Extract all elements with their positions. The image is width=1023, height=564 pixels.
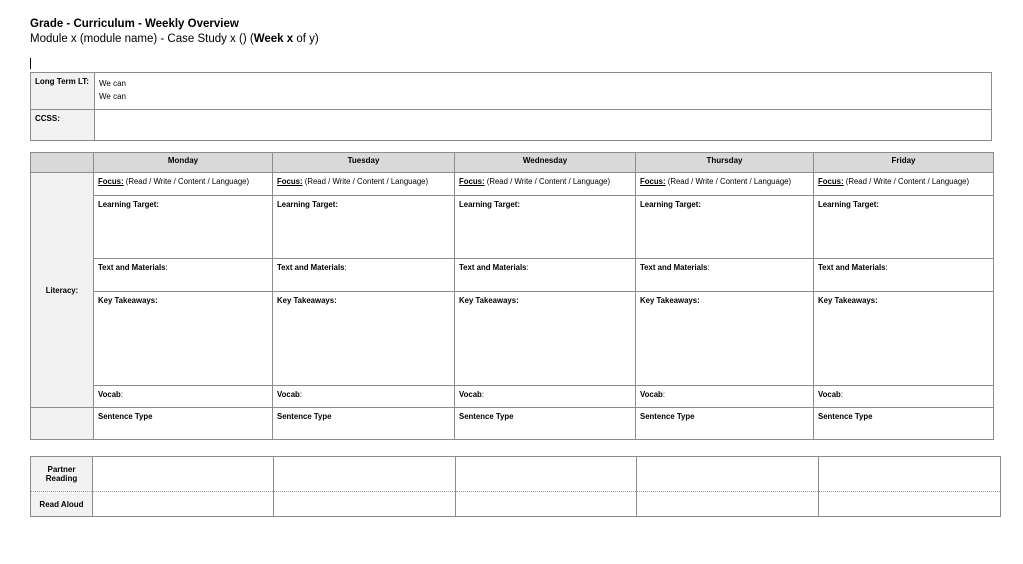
read-aloud-row [31,492,1001,517]
focus-label: Focus: [818,177,844,186]
vocab-cell[interactable] [455,386,636,408]
literacy-label: Literacy: [31,173,94,408]
text-materials-cell[interactable] [273,259,455,292]
partner-reading-cell[interactable] [456,457,637,492]
text-materials-colon: : [165,263,168,272]
text-materials-cell[interactable] [455,259,636,292]
vocab-cell[interactable] [94,386,273,408]
learning-target-cell[interactable]: Learning Target: [636,196,814,259]
focus-cell[interactable] [273,173,455,196]
sentence-type-cell[interactable]: Sentence Type [94,408,273,440]
text-materials-label: Text and Materials [459,263,527,272]
partner-reading-cell[interactable] [637,457,819,492]
vocab-colon: : [662,390,665,399]
key-takeaways-cell[interactable]: Key Takeaways: [814,292,994,386]
subtitle-week: Week x [253,33,294,45]
vocab-colon: : [481,390,484,399]
text-materials-colon: : [344,263,347,272]
focus-text: (Read / Write / Content / Language) [302,177,429,186]
long-term-label: Long Term LT: [31,73,95,110]
ccss-cell[interactable] [95,110,992,141]
focus-text: (Read / Write / Content / Language) [123,177,250,186]
day-header-tuesday: Tuesday [273,153,455,173]
focus-text: (Read / Write / Content / Language) [665,177,792,186]
text-materials-colon: : [526,263,529,272]
vocab-label: Vocab [640,390,663,399]
day-header-monday: Monday [94,153,273,173]
partner-reading-cell[interactable] [93,457,274,492]
learning-target-cell[interactable]: Learning Target: [273,196,455,259]
text-cursor [30,58,31,69]
text-materials-colon: : [885,263,888,272]
ccss-row [31,110,992,141]
sentence-type-side-cell [31,408,94,440]
sentence-type-cell[interactable]: Sentence Type [636,408,814,440]
text-materials-cell[interactable] [814,259,994,292]
learning-target-row [31,196,994,259]
vocab-cell[interactable] [814,386,994,408]
day-header-thursday: Thursday [636,153,814,173]
sentence-type-cell[interactable]: Sentence Type [455,408,636,440]
day-header-friday: Friday [814,153,994,173]
focus-cell[interactable] [94,173,273,196]
focus-text: (Read / Write / Content / Language) [843,177,970,186]
partner-reading-cell[interactable] [274,457,456,492]
vocab-cell[interactable] [636,386,814,408]
we-can-line: We can [99,79,126,88]
focus-label: Focus: [98,177,124,186]
sentence-type-cell[interactable]: Sentence Type [814,408,994,440]
focus-cell[interactable] [814,173,994,196]
we-can-line: We can [99,92,126,101]
vocab-label: Vocab [459,390,482,399]
learning-target-cell[interactable]: Learning Target: [455,196,636,259]
read-aloud-cell[interactable] [274,492,456,517]
focus-row [31,173,994,196]
partner-reading-cell[interactable] [819,457,1001,492]
text-materials-colon: : [707,263,710,272]
vocab-label: Vocab [98,390,121,399]
reading-table [30,456,1001,517]
read-aloud-cell[interactable] [819,492,1001,517]
long-term-table [30,72,992,141]
focus-label: Focus: [640,177,666,186]
text-materials-cell[interactable] [636,259,814,292]
key-takeaways-cell[interactable]: Key Takeaways: [455,292,636,386]
text-materials-cell[interactable] [94,259,273,292]
vocab-label: Vocab [818,390,841,399]
sentence-type-row [31,408,994,440]
page-title: Grade - Curriculum - Weekly Overview [30,18,239,30]
key-takeaways-row [31,292,994,386]
vocab-colon: : [840,390,843,399]
text-materials-label: Text and Materials [640,263,708,272]
read-aloud-cell[interactable] [93,492,274,517]
text-materials-label: Text and Materials [98,263,166,272]
long-term-cell[interactable] [95,73,992,110]
vocab-colon: : [299,390,302,399]
learning-target-cell[interactable]: Learning Target: [94,196,273,259]
read-aloud-label: Read Aloud [31,492,93,517]
focus-label: Focus: [459,177,485,186]
vocab-colon: : [120,390,123,399]
key-takeaways-cell[interactable]: Key Takeaways: [636,292,814,386]
day-header-wednesday: Wednesday [455,153,636,173]
key-takeaways-cell[interactable]: Key Takeaways: [94,292,273,386]
text-materials-label: Text and Materials [818,263,886,272]
long-term-row [31,73,992,110]
focus-text: (Read / Write / Content / Language) [484,177,611,186]
day-header-row [31,153,994,173]
subtitle-suffix: of y) [293,33,319,45]
page-subtitle [30,33,319,45]
learning-target-cell[interactable]: Learning Target: [814,196,994,259]
vocab-label: Vocab [277,390,300,399]
read-aloud-cell[interactable] [456,492,637,517]
ccss-label: CCSS: [31,110,95,141]
text-materials-label: Text and Materials [277,263,345,272]
sentence-type-cell[interactable]: Sentence Type [273,408,455,440]
vocab-cell[interactable] [273,386,455,408]
corner-cell [31,153,94,173]
subtitle-prefix: Module x (module name) - Case Study x () ( [30,33,254,45]
focus-cell[interactable] [455,173,636,196]
weekly-table [30,152,994,440]
partner-reading-row [31,457,1001,492]
vocab-row [31,386,994,408]
focus-label: Focus: [277,177,303,186]
key-takeaways-cell[interactable]: Key Takeaways: [273,292,455,386]
partner-reading-label: Partner Reading [31,457,93,492]
text-materials-row [31,259,994,292]
focus-cell[interactable] [636,173,814,196]
read-aloud-cell[interactable] [637,492,819,517]
